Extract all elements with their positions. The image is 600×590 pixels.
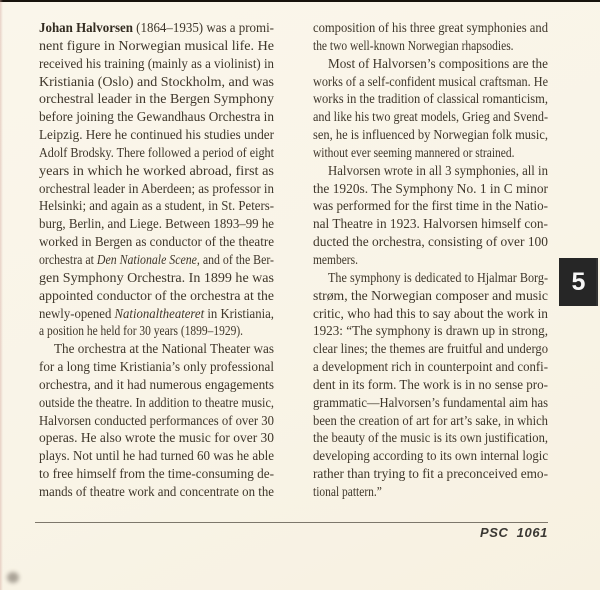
- body-text: 1923: “The symphony is drawn up in strong,: [313, 324, 548, 340]
- text-line: [313, 128, 548, 146]
- text-line: [39, 342, 274, 360]
- italic-text: Nationaltheateret: [114, 306, 205, 322]
- text-line: [39, 485, 274, 503]
- scan-smudge: [7, 572, 19, 583]
- text-line: [39, 396, 274, 414]
- body-text: received his training (mainly as a violinist) in: [39, 56, 274, 72]
- page-number: 5: [571, 267, 586, 296]
- body-text: to free himself from the time-consuming de-: [39, 467, 274, 483]
- footer-rule: [35, 522, 548, 523]
- body-text: The orchestra at the National Theater was: [54, 342, 274, 358]
- body-text: orchestra at: [39, 252, 97, 268]
- text-line: [39, 414, 274, 432]
- text-line: [39, 57, 274, 75]
- text-line: [39, 235, 274, 253]
- text-line: [313, 324, 548, 342]
- body-text: in Kristiania,: [204, 306, 274, 322]
- body-text: works in the tradition of classical romanticism,: [313, 92, 548, 108]
- text-line: [313, 467, 548, 485]
- body-text: composition of his three great symphonies and: [313, 21, 548, 36]
- body-text: Halvorsen conducted performances of over 30: [39, 413, 274, 429]
- text-line: [39, 271, 274, 289]
- text-line: [313, 431, 548, 449]
- scan-top-edge: [0, 0, 600, 2]
- text-line: [39, 110, 274, 128]
- text-line: [313, 342, 548, 360]
- text-line: [313, 307, 548, 325]
- text-line: [313, 75, 548, 93]
- bold-text: Johan Halvorsen: [39, 21, 133, 36]
- left-column: [39, 21, 274, 503]
- text-line: [313, 271, 548, 289]
- text-line: [313, 378, 548, 396]
- body-text: critic, who had this to say about the work in: [313, 306, 548, 322]
- text-line: [313, 414, 548, 432]
- body-text: sen, he is influenced by Norwegian folk music,: [313, 128, 548, 144]
- text-line: [39, 75, 274, 93]
- text-line: [39, 21, 274, 39]
- text-line: [313, 253, 548, 271]
- text-line: [39, 449, 274, 467]
- body-text: grammatic—Halvorsen’s fundamental aim has: [313, 395, 548, 411]
- body-text: gen Symphony Orchestra. In 1899 he was: [39, 270, 274, 286]
- text-line: [313, 182, 548, 200]
- body-text: plays. Not until he had turned 60 was he able: [39, 449, 274, 465]
- body-text: operas. He also wrote the music for over 30: [39, 431, 274, 447]
- text-line: [39, 467, 274, 485]
- body-text: tional pattern.”: [313, 484, 382, 500]
- body-text: been the creation of art for art’s sake, in which: [313, 413, 548, 429]
- body-text: orchestra, and it had numerous engagements: [39, 377, 274, 393]
- body-text: a development rich in counterpoint and confi-: [313, 360, 548, 376]
- body-text: and like his two great models, Grieg and Svend-: [313, 110, 548, 126]
- text-line: [313, 92, 548, 110]
- catalog-number: PSC 1061: [479, 525, 548, 540]
- text-line: [39, 253, 274, 271]
- text-line: [39, 378, 274, 396]
- body-text: without ever seeming mannered or strained.: [313, 145, 515, 161]
- body-text: Halvorsen wrote in all 3 symphonies, all in: [328, 163, 548, 179]
- scan-left-edge: [0, 0, 3, 590]
- body-text: nal Theatre in 1923. Halvorsen himself con-: [313, 217, 548, 233]
- text-line: [313, 235, 548, 253]
- text-line: [313, 164, 548, 182]
- text-line: [39, 39, 274, 57]
- text-line: [313, 199, 548, 217]
- body-text: Kristiania (Oslo) and Stockholm, and was: [39, 74, 274, 90]
- text-line: [39, 128, 274, 146]
- body-text: members.: [313, 252, 358, 268]
- body-text: orchestral leader in the Bergen Symphony: [39, 92, 274, 108]
- body-text: the two well-known Norwegian rhapsodies.: [313, 38, 514, 54]
- body-text: strøm, the Norwegian composer and music: [313, 288, 548, 304]
- body-text: dent in its form. The work is in no sense pro-: [313, 377, 548, 393]
- text-line: [39, 182, 274, 200]
- body-text: outside the theatre. In addition to theatre music,: [39, 395, 274, 411]
- text-line: [313, 360, 548, 378]
- body-text: The symphony is dedicated to Hjalmar Borg-: [328, 270, 548, 286]
- body-text: years in which he worked abroad, first as: [39, 163, 274, 179]
- text-line: [313, 485, 548, 503]
- body-text: appointed conductor of the orchestra at the: [39, 288, 274, 304]
- text-line: [313, 449, 548, 467]
- right-column: [313, 21, 548, 503]
- body-text: (1864–1935) was a promi-: [132, 21, 274, 36]
- text-line: [313, 21, 548, 39]
- body-text: the 1920s. The Symphony No. 1 in C minor: [313, 181, 548, 197]
- body-text: for a long time Kristiania’s only professional: [39, 360, 274, 376]
- text-line: [313, 57, 548, 75]
- body-text: newly-opened: [39, 306, 115, 322]
- body-text: mands of theatre work and concentrate on the: [39, 484, 274, 500]
- body-text: before joining the Gewandhaus Orchestra in: [39, 110, 274, 126]
- body-text: ducted the orchestra, consisting of over 100: [313, 235, 548, 251]
- body-text: nent figure in Norwegian musical life. He: [39, 38, 274, 54]
- body-text: Leipzig. Here he continued his studies under: [39, 128, 274, 144]
- body-text: rather than trying to fit a preconceived emo-: [313, 467, 548, 483]
- body-text: developing according to its own internal logic: [313, 449, 548, 465]
- body-text: worked in Bergen as conductor of the theatre: [39, 235, 274, 251]
- body-text: , and of the Ber-: [196, 252, 274, 268]
- text-line: [39, 289, 274, 307]
- text-line: [39, 360, 274, 378]
- text-line: [39, 324, 274, 342]
- text-line: [313, 110, 548, 128]
- text-line: [313, 39, 548, 57]
- text-line: [313, 289, 548, 307]
- page-number-box: [559, 258, 598, 306]
- text-line: [39, 164, 274, 182]
- text-line: [313, 396, 548, 414]
- italic-text: Den Nationale Scene: [96, 252, 197, 268]
- body-text: Adolf Brodsky. There followed a period of eight: [39, 145, 274, 161]
- text-line: [39, 199, 274, 217]
- body-text: Helsinki; and again as a student, in St. Peters-: [39, 199, 274, 215]
- text-line: [313, 146, 548, 164]
- text-line: [39, 92, 274, 110]
- text-line: [39, 217, 274, 235]
- body-text: clear lines; the themes are fruitful and undergo: [313, 342, 548, 358]
- body-text: burg, Berlin, and Liege. Between 1893–99 he: [39, 217, 274, 233]
- body-text: the beauty of the music is its own justification,: [313, 431, 548, 447]
- text-line: [39, 307, 274, 325]
- body-text: works of a self-confident musical craftsman. He: [313, 74, 548, 90]
- body-text: orchestral leader in Aberdeen; as professor in: [39, 181, 274, 197]
- body-text: was performed for the first time in the Natio-: [313, 199, 548, 215]
- text-line: [39, 146, 274, 164]
- body-text: Most of Halvorsen’s compositions are the: [328, 56, 548, 72]
- text-line: [39, 431, 274, 449]
- text-line: [313, 217, 548, 235]
- body-text: a position he held for 30 years (1899–1929).: [39, 324, 244, 340]
